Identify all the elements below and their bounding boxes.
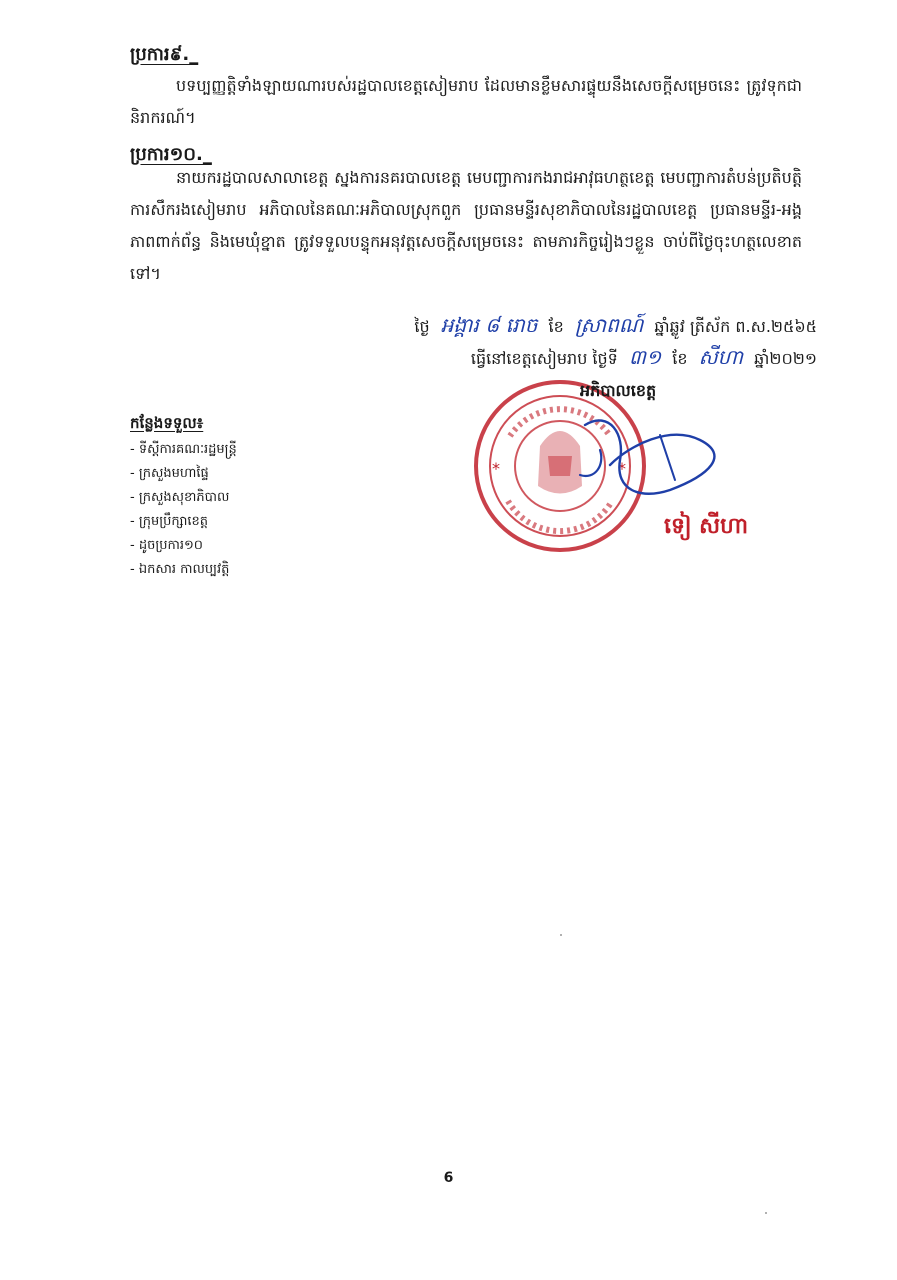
lunar-date-line <box>414 312 817 342</box>
list-item: - ក្រុមប្រឹក្សាខេត្ត <box>130 514 209 529</box>
article-9-body: បទប្បញ្ញត្តិទាំងឡាយណារបស់រដ្ឋបាលខេត្តសៀមរាប ដែលមានខ្លឹមសារផ្ទុយនឹងសេចក្តីសម្រេចនេះ ត្រូវទុកជានិរាករណ៍។ <box>130 76 802 127</box>
lunar-year: ឆ្នាំឆ្លូវ ត្រីស័ក ព.ស.២៥៦៥ <box>654 317 817 336</box>
lunar-month-handwritten: ស្រាពណ៍ <box>574 313 644 337</box>
signatory-title: អភិបាលខេត្ត <box>580 381 657 400</box>
list-item: - ក្រសួងសុខាភិបាល <box>130 490 230 505</box>
lunar-month-label: ខែ <box>548 317 564 336</box>
svg-text:*: * <box>618 459 626 478</box>
signatory-name: ទៀ សីហា <box>664 514 749 539</box>
solar-day-handwritten: ៣១ <box>628 345 662 369</box>
list-item: - ដូចប្រការ១០ <box>130 538 203 553</box>
scan-speck <box>765 1212 767 1214</box>
solar-year: ឆ្នាំ២០២១ <box>754 349 817 368</box>
list-item: - ក្រសួងមហាផ្ទៃ <box>130 466 209 481</box>
list-item: - ឯកសារ កាលប្បវត្តិ <box>130 562 230 577</box>
solar-date-prefix: ធ្វើនៅខេត្តសៀមរាប ថ្ងៃទី <box>470 349 618 368</box>
lunar-day-handwritten: អង្គារ ៨ រោច <box>440 313 538 337</box>
handwritten-signature <box>550 405 740 515</box>
recipients-list <box>130 438 237 582</box>
article-10-heading: ប្រការ១០._ <box>130 144 212 165</box>
article-10-body: នាយករដ្ឋបាលសាលាខេត្ត ស្នងការនគរបាលខេត្ត មេបញ្ជាការកងរាជអាវុធហត្ថខេត្ត មេបញ្ជាការតំបន់ប្រតិបត្តិការសឹករងសៀមរាប អភិបាលនៃគណៈអភិបាលស្រុកពួក ប្រធានមន្ទីរសុខាភិបាលនៃរដ្ឋបាលខេត្ត ប្រធានមន្ទីរ-អង្គភាពពាក់ព័ន្ធ និងមេឃុំខ្នាត ត្រូវទទួលបន្ទុកអនុវត្តសេចក្តីសម្រេចនេះ តាមភារកិច្ចរៀងៗខ្លួន ចាប់ពីថ្ងៃចុះហត្ថលេខាតទៅ។ <box>130 168 802 283</box>
svg-text:*: * <box>492 459 500 478</box>
article-9-heading: ប្រការ៩._ <box>130 44 199 65</box>
recipients-heading: កន្លែងទទួល៖ <box>130 414 204 432</box>
solar-month-label: ខែ <box>672 349 688 368</box>
solar-date-line <box>471 344 817 374</box>
list-item: - ទីស្តីការគណៈរដ្ឋមន្ត្រី <box>130 442 237 457</box>
solar-month-handwritten: សីហា <box>698 345 744 369</box>
page-number: 6 <box>443 1170 454 1186</box>
lunar-date-prefix: ថ្ងៃ <box>414 317 430 336</box>
scan-speck <box>560 934 562 936</box>
